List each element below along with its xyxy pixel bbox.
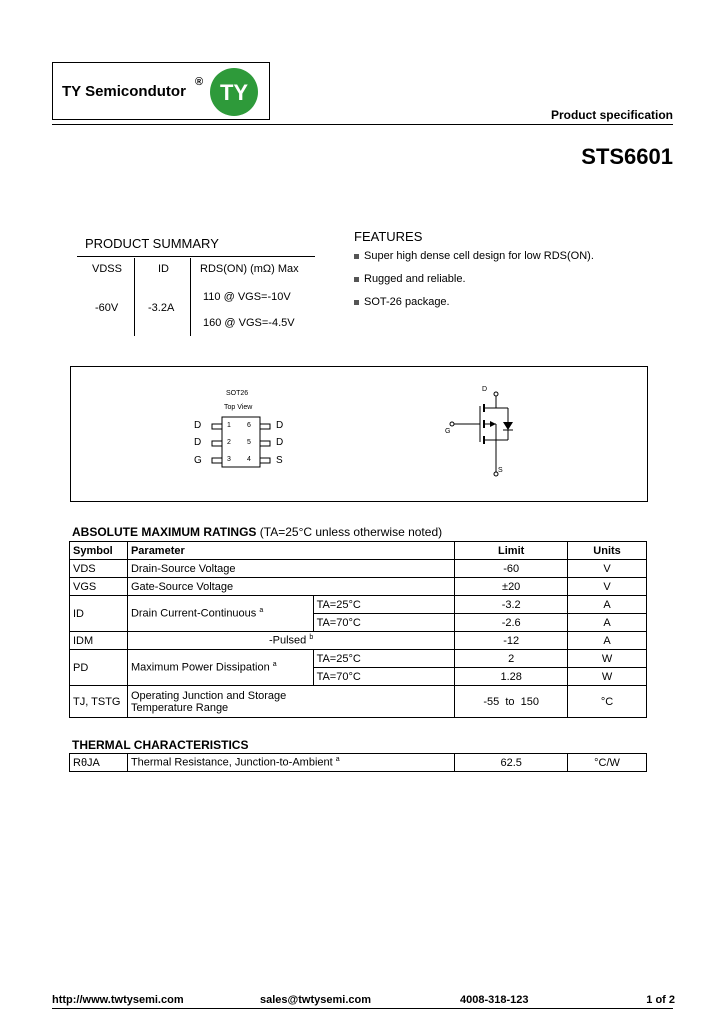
table-row: [70, 596, 647, 614]
pin-label: D: [194, 437, 202, 448]
abs-max-table: [69, 541, 647, 718]
id-label: ID: [158, 263, 169, 275]
header-units: Units: [568, 542, 647, 560]
parameter-cell: Drain-Source Voltage: [127, 560, 454, 578]
thermal-title: THERMAL CHARACTERISTICS: [72, 738, 249, 752]
bullet-icon: [354, 300, 359, 305]
parameter-cell: Gate-Source Voltage: [127, 578, 454, 596]
product-summary-rule: [77, 256, 315, 257]
limit-cell: -3.2: [455, 596, 568, 614]
unit-cell: W: [568, 650, 647, 668]
summary-divider: [134, 258, 135, 336]
feature-item: SOT-26 package.: [354, 296, 450, 308]
limit-cell: -2.6: [455, 614, 568, 632]
thermal-table: [69, 753, 647, 772]
symbol-cell: IDM: [70, 632, 128, 650]
features-title: FEATURES: [354, 229, 423, 244]
unit-cell: V: [568, 578, 647, 596]
limit-cell: -12: [455, 632, 568, 650]
pin-number: 2: [227, 439, 231, 446]
parameter-cell: Thermal Resistance, Junction-to-Ambient $^a$: [127, 754, 454, 772]
condition-cell: TA=70°C: [313, 668, 455, 686]
pin-number: 1: [227, 422, 231, 429]
symbol-cell: TJ, TSTG: [70, 686, 128, 718]
rds-row: 160 @ VGS=-4.5V: [203, 317, 295, 329]
symbol-cell: RθJA: [70, 754, 128, 772]
vdss-label: VDSS: [92, 263, 122, 275]
footer-url[interactable]: http://www.twtysemi.com: [52, 994, 184, 1006]
page-number: 1 of 2: [646, 994, 675, 1006]
spec-label: Product specification: [550, 108, 673, 122]
rds-row: 110 @ VGS=-10V: [203, 291, 291, 303]
unit-cell: W: [568, 668, 647, 686]
condition-cell: TA=25°C: [313, 650, 455, 668]
table-row: [70, 632, 647, 650]
parameter-cell: Drain Current-Continuous $^a$: [127, 596, 313, 632]
limit-cell: 2: [455, 650, 568, 668]
unit-cell: °C/W: [568, 754, 647, 772]
pin-number: 4: [247, 456, 251, 463]
header-divider: [52, 124, 673, 125]
package-diagram-box: [70, 366, 648, 502]
product-summary-title: PRODUCT SUMMARY: [85, 236, 219, 251]
feature-item: Super high dense cell design for low RDS(ON).: [354, 250, 594, 262]
source-terminal-label: S: [498, 467, 503, 474]
logo-letters: TY: [219, 80, 249, 105]
condition-cell: TA=70°C: [313, 614, 455, 632]
rds-label: RDS(ON) (mΩ) Max: [200, 263, 299, 275]
limit-cell: 1.28: [455, 668, 568, 686]
vdss-value: -60V: [95, 302, 119, 314]
header-symbol: Symbol: [70, 542, 128, 560]
parameter-cell: Operating Junction and Storage Temperature Range: [127, 686, 454, 718]
parameter-cell: -Pulsed $^b$: [127, 632, 454, 650]
header-parameter: Parameter: [127, 542, 454, 560]
unit-cell: A: [568, 596, 647, 614]
symbol-cell: PD: [70, 650, 128, 686]
symbol-cell: VDS: [70, 560, 128, 578]
package-name: SOT26: [226, 390, 249, 397]
id-value: -3.2A: [148, 302, 175, 314]
value-cell: 62.5: [455, 754, 568, 772]
pin-label: D: [194, 420, 202, 431]
condition-cell: TA=25°C: [313, 596, 455, 614]
table-header-row: [70, 542, 647, 560]
part-number: STS6601: [581, 144, 673, 169]
drain-terminal-label: D: [482, 386, 488, 393]
symbol-cell: ID: [70, 596, 128, 632]
pin-label: D: [276, 437, 284, 448]
table-row: [70, 754, 647, 772]
table-row: [70, 686, 647, 718]
bullet-icon: [354, 254, 359, 259]
pin-label: G: [194, 455, 202, 466]
footer-email[interactable]: sales@twtysemi.com: [260, 994, 371, 1006]
header-limit: Limit: [455, 542, 568, 560]
unit-cell: °C: [568, 686, 647, 718]
registered-mark: ®: [195, 76, 204, 88]
package-view: Top View: [224, 404, 253, 411]
parameter-cell: Maximum Power Dissipation $^a$: [127, 650, 313, 686]
limit-cell: -55 to 150: [455, 686, 568, 718]
pin-number: 3: [227, 456, 231, 463]
unit-cell: A: [568, 632, 647, 650]
summary-divider: [190, 258, 191, 336]
symbol-cell: VGS: [70, 578, 128, 596]
pin-label: D: [276, 420, 284, 431]
pin-number: 5: [247, 439, 251, 446]
company-name: TY Semicondutor: [62, 83, 186, 100]
mosfet-symbol-icon: [440, 380, 530, 485]
table-row: [70, 578, 647, 596]
limit-cell: -60: [455, 560, 568, 578]
pin-number: 6: [247, 422, 251, 429]
feature-item: Rugged and reliable.: [354, 273, 466, 285]
limit-cell: ±20: [455, 578, 568, 596]
footer-divider: [52, 1008, 673, 1009]
bullet-icon: [354, 277, 359, 282]
abs-max-title: ABSOLUTE MAXIMUM RATINGS (TA=25°C unless otherwise noted): [72, 525, 443, 539]
unit-cell: V: [568, 560, 647, 578]
pin-label: S: [276, 455, 283, 466]
unit-cell: A: [568, 614, 647, 632]
table-row: [70, 650, 647, 668]
gate-terminal-label: G: [445, 428, 451, 435]
footer-phone: 4008-318-123: [460, 994, 529, 1006]
table-row: [70, 560, 647, 578]
